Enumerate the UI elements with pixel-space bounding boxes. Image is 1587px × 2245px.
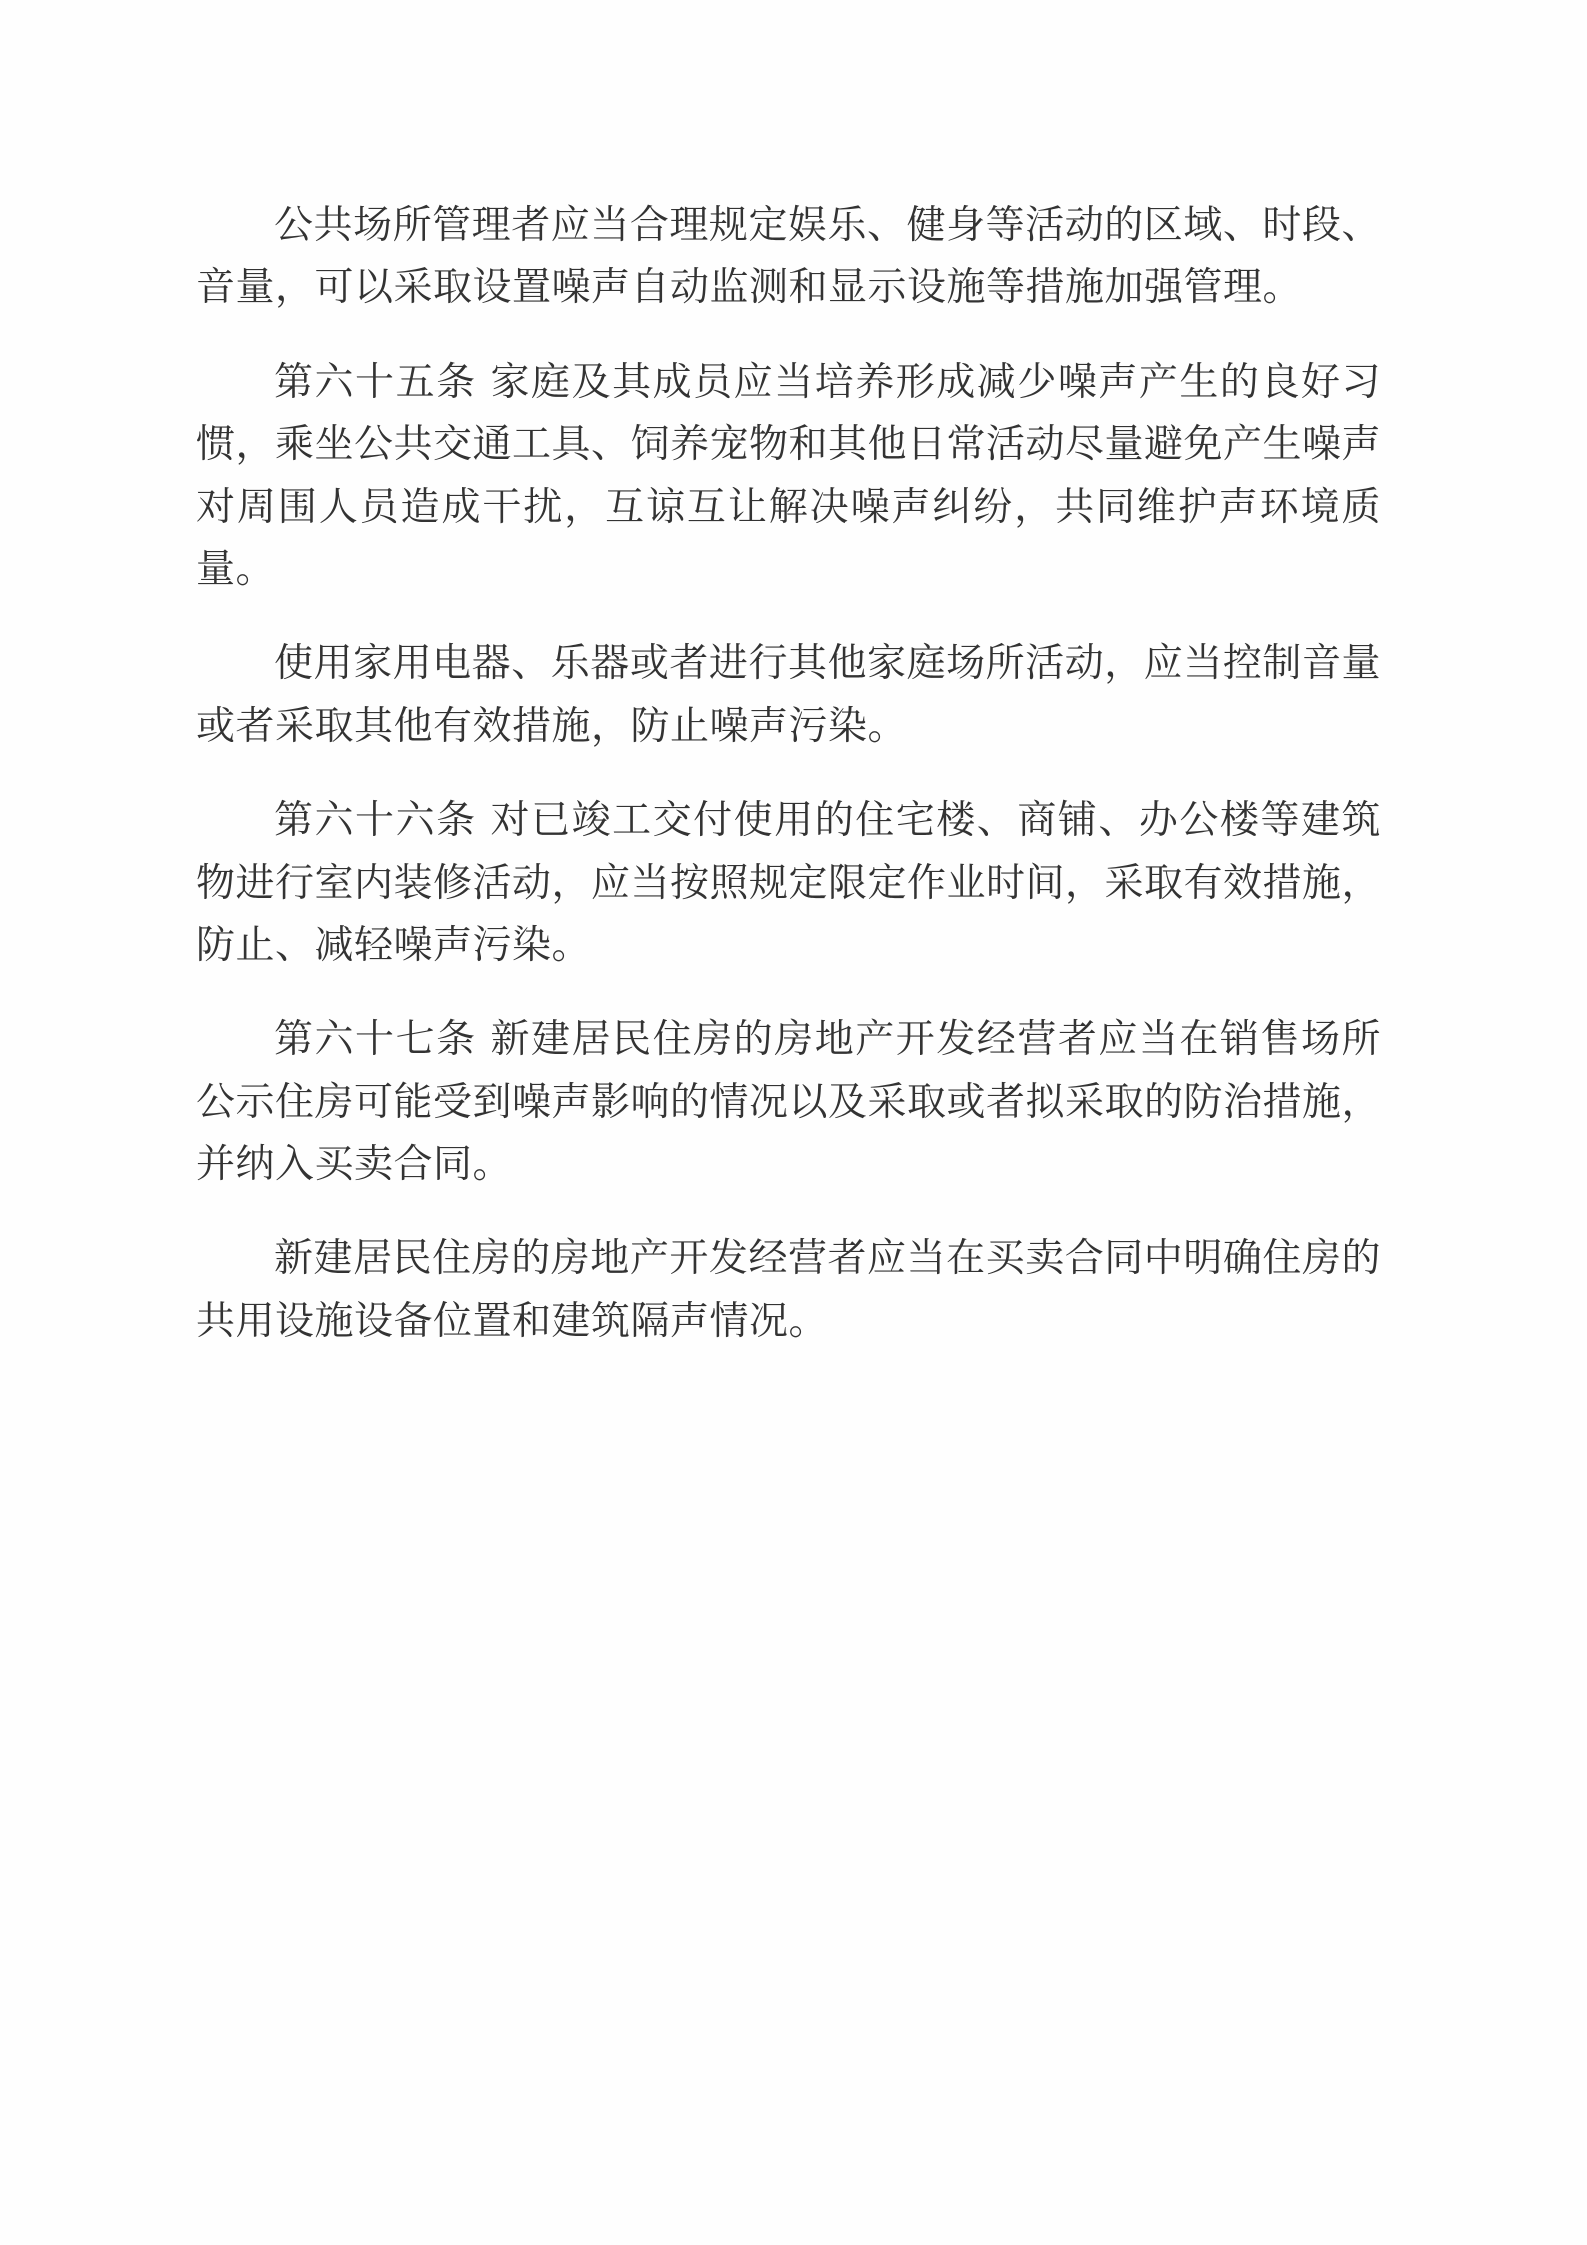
document-body — [196, 195, 1381, 1353]
paragraph: 新建居民住房的房地产开发经营者应当在买卖合同中明确住房的共用设施设备位置和建筑隔声情况。 — [196, 1236, 1381, 1344]
paragraph: 使用家用电器、乐器或者进行其他家庭场所活动，应当控制音量或者采取其他有效措施，防止噪声污染。 — [196, 641, 1381, 749]
paragraph: 第六十六条 对已竣工交付使用的住宅楼、商铺、办公楼等建筑物进行室内装修活动，应当按照规定限定作业时间，采取有效措施，防止、减轻噪声污染。 — [196, 798, 1382, 968]
paragraph: 第六十五条 家庭及其成员应当培养形成减少噪声产生的良好习惯，乘坐公共交通工具、饲养宠物和其他日常活动尽量避免产生噪声对周围人员造成干扰，互谅互让解决噪声纠纷，共同维护声环境质量。 — [196, 359, 1382, 592]
paragraph: 公共场所管理者应当合理规定娱乐、健身等活动的区域、时段、音量，可以采取设置噪声自动监测和显示设施等措施加强管理。 — [196, 203, 1381, 311]
paragraph: 第六十七条 新建居民住房的房地产开发经营者应当在销售场所公示住房可能受到噪声影响的情况以及采取或者拟采取的防治措施，并纳入买卖合同。 — [196, 1017, 1382, 1188]
